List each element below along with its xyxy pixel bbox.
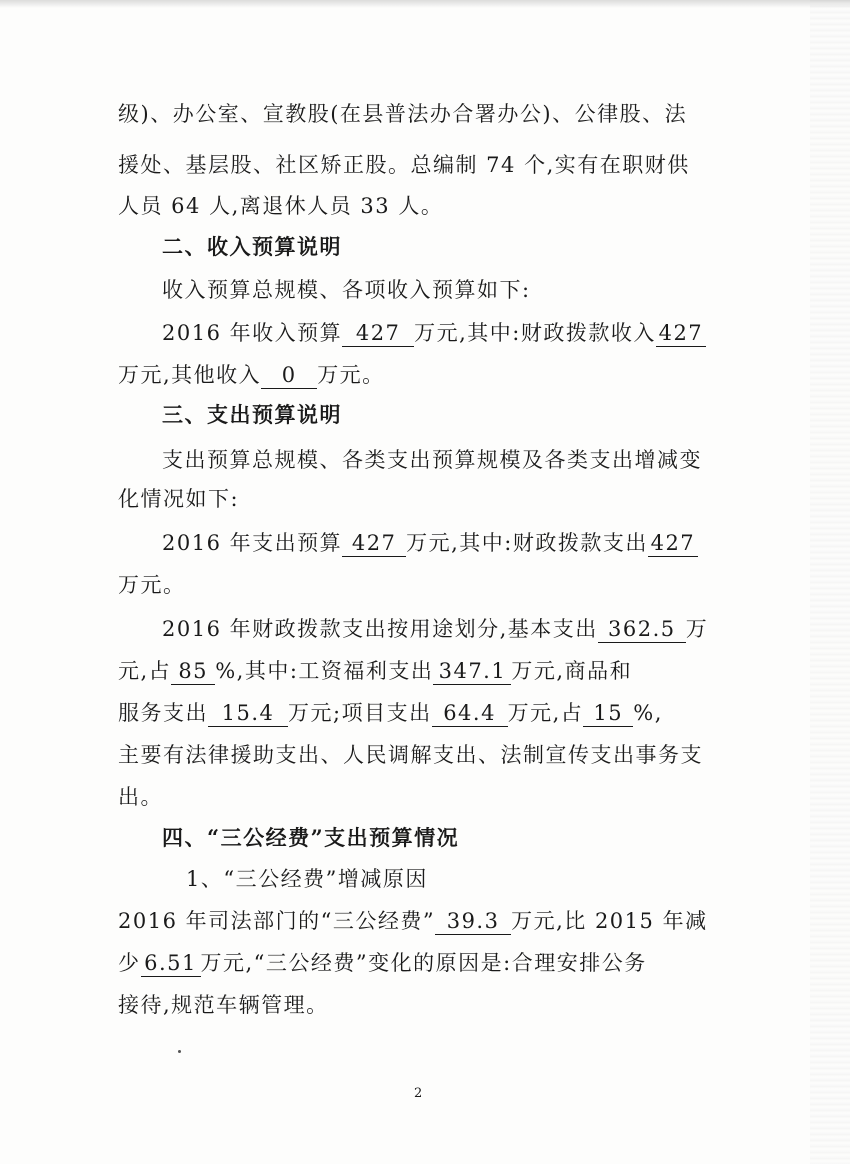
sangong-amount-value: 39.3 xyxy=(435,908,511,935)
income-other-value: 0 xyxy=(261,362,317,389)
scan-edge-top xyxy=(0,0,850,8)
scan-edge-right xyxy=(810,0,850,1164)
paragraph-line: 支出预算总规模、各类支出预算规模及各类支出增减变 xyxy=(162,448,702,472)
expense-line: 2016 年支出预算 427 万元,其中:财政拨款支出 427 xyxy=(162,528,698,558)
salary-value: 347.1 xyxy=(433,658,511,685)
paragraph-line: 收入预算总规模、各项收入预算如下: xyxy=(162,278,531,302)
income-line: 2016 年收入预算 427 万元,其中:财政拨款收入 427 xyxy=(162,318,706,348)
section-heading-income: 二、收入预算说明 xyxy=(162,234,342,259)
goods-services-value: 15.4 xyxy=(208,700,288,727)
breakdown-line-1: 2016 年财政拨款支出按用途划分,基本支出 362.5 万 xyxy=(162,617,709,641)
page-number: 2 xyxy=(414,1086,423,1101)
project-percent-value: 15 xyxy=(583,700,633,727)
subheading-sangong-reason: 1、“三公经费”增减原因 xyxy=(186,867,428,891)
paragraph-line: 接待,规范车辆管理。 xyxy=(118,993,329,1017)
paragraph-line: 人员 64 人,离退休人员 33 人。 xyxy=(118,194,444,218)
scan-speck xyxy=(178,1050,181,1053)
paragraph-line: 万元。 xyxy=(118,573,186,597)
paragraph-line: 主要有法律援助支出、人民调解支出、法制宣传支出事务支 xyxy=(118,743,703,767)
sangong-line-1: 2016 年司法部门的“三公经费” 39.3 万元,比 2015 年减 xyxy=(118,909,708,933)
sangong-decrease-value: 6.51 xyxy=(141,950,201,977)
paragraph-line: 出。 xyxy=(118,785,163,809)
section-heading-sangong: 四、“三公经费”支出预算情况 xyxy=(162,825,460,850)
paragraph-line: 援处、基层股、社区矫正股。总编制 74 个,实有在职财供 xyxy=(118,153,690,177)
paragraph-line: 化情况如下: xyxy=(118,487,240,511)
paragraph-line: 级)、办公室、宣教股(在县普法办合署办公)、公律股、法 xyxy=(118,102,688,126)
basic-percent-value: 85 xyxy=(171,658,215,685)
income-total-value: 427 xyxy=(342,320,414,347)
expense-total-value: 427 xyxy=(342,530,406,557)
sangong-line-2: 少 6.51 万元,“三公经费”变化的原因是:合理安排公务 xyxy=(118,951,647,975)
income-line-2: 万元,其他收入 0 万元。 xyxy=(118,363,385,387)
project-expense-value: 64.4 xyxy=(432,700,508,727)
expense-fiscal-value: 427 xyxy=(648,530,698,557)
breakdown-line-3: 服务支出 15.4 万元;项目支出 64.4 万元,占 15 %, xyxy=(118,701,663,725)
basic-expense-value: 362.5 xyxy=(598,616,686,643)
income-fiscal-value: 427 xyxy=(656,320,706,347)
breakdown-line-2: 元,占 85 %,其中:工资福利支出 347.1 万元,商品和 xyxy=(118,659,633,683)
section-heading-expense: 三、支出预算说明 xyxy=(162,402,342,427)
